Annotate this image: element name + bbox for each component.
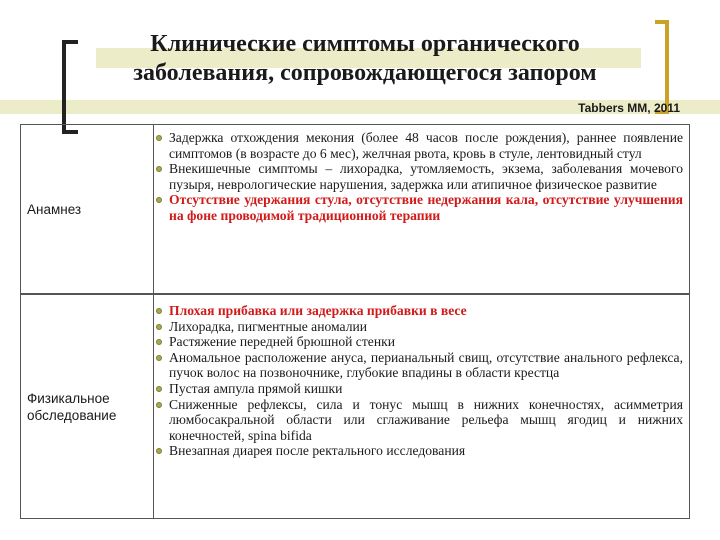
list-item bbox=[155, 443, 687, 459]
row-label: Физикальное обследование bbox=[27, 390, 117, 423]
bullet-icon bbox=[156, 308, 162, 314]
bullet-icon bbox=[156, 166, 162, 172]
symptoms-table bbox=[20, 124, 690, 519]
row-content-cell bbox=[155, 125, 689, 293]
bullet-icon bbox=[156, 339, 162, 345]
source-citation: Tabbers MM, 2011 bbox=[578, 101, 680, 115]
item-text: Внекишечные симптомы – лихорадка, утомляемость, экзема, заболевания мочевого пузыря, неврологические нарушения, задержка или атипичное физическое развитие bbox=[169, 161, 683, 192]
list-item bbox=[155, 350, 687, 381]
item-text: Сниженные рефлексы, сила и тонус мышц в нижних конечностях, асимметрия люмбосакральной области или сглаживание рельефа мышц ягодиц и нижних конечностей, spina bifida bbox=[169, 396, 683, 443]
item-text: Отсутствие удержания стула, отсутствие недержания кала, отсутствие улучшения на фоне проводимой традиционной терапии bbox=[169, 192, 683, 223]
right-bracket-decoration bbox=[655, 20, 669, 114]
row-label-cell bbox=[21, 295, 154, 518]
bullet-icon bbox=[156, 386, 162, 392]
left-bracket-decoration bbox=[62, 40, 78, 134]
list-item bbox=[155, 397, 687, 444]
bullet-icon bbox=[156, 197, 162, 203]
item-text: Плохая прибавка или задержка прибавки в весе bbox=[169, 303, 467, 318]
list-item bbox=[155, 334, 687, 350]
list-item-highlighted bbox=[155, 303, 687, 319]
list-item bbox=[155, 130, 687, 161]
table-row-anamnesis bbox=[21, 125, 689, 295]
item-text: Растяжение передней брюшной стенки bbox=[169, 334, 395, 350]
bullet-icon bbox=[156, 324, 162, 330]
list-item bbox=[155, 319, 687, 335]
slide-title: Клинические симптомы органического заболевания, сопровождающегося запором bbox=[133, 31, 597, 86]
item-text: Внезапная диарея после ректального исследования bbox=[169, 443, 466, 459]
list-item bbox=[155, 381, 687, 397]
bullet-icon bbox=[156, 448, 162, 454]
row-label-cell bbox=[21, 125, 154, 293]
symptom-list bbox=[155, 303, 687, 459]
symptom-list bbox=[155, 130, 687, 224]
item-text: Лихорадка, пигментные аномалии bbox=[169, 318, 368, 334]
row-content-cell bbox=[155, 295, 689, 518]
list-item bbox=[155, 161, 687, 192]
bullet-icon bbox=[156, 135, 162, 141]
table-row-physical-exam bbox=[21, 295, 689, 518]
bullet-icon bbox=[156, 402, 162, 408]
row-label: Анамнез bbox=[27, 201, 82, 217]
bullet-icon bbox=[156, 355, 162, 361]
item-text: Задержка отхождения мекония (более 48 часов после рождения), раннее появление симптомов (в возрасте до 6 мес), желчная рвота, кровь в стуле, лентовидный стул bbox=[169, 130, 683, 161]
list-item-highlighted bbox=[155, 192, 687, 223]
item-text: Аномальное расположение ануса, перианальный свищ, отсутствие анального рефлекса, пучок волос на позвоночнике, глубокие впадины в области крестца bbox=[169, 349, 683, 381]
item-text: Пустая ампула прямой кишки bbox=[169, 380, 343, 396]
